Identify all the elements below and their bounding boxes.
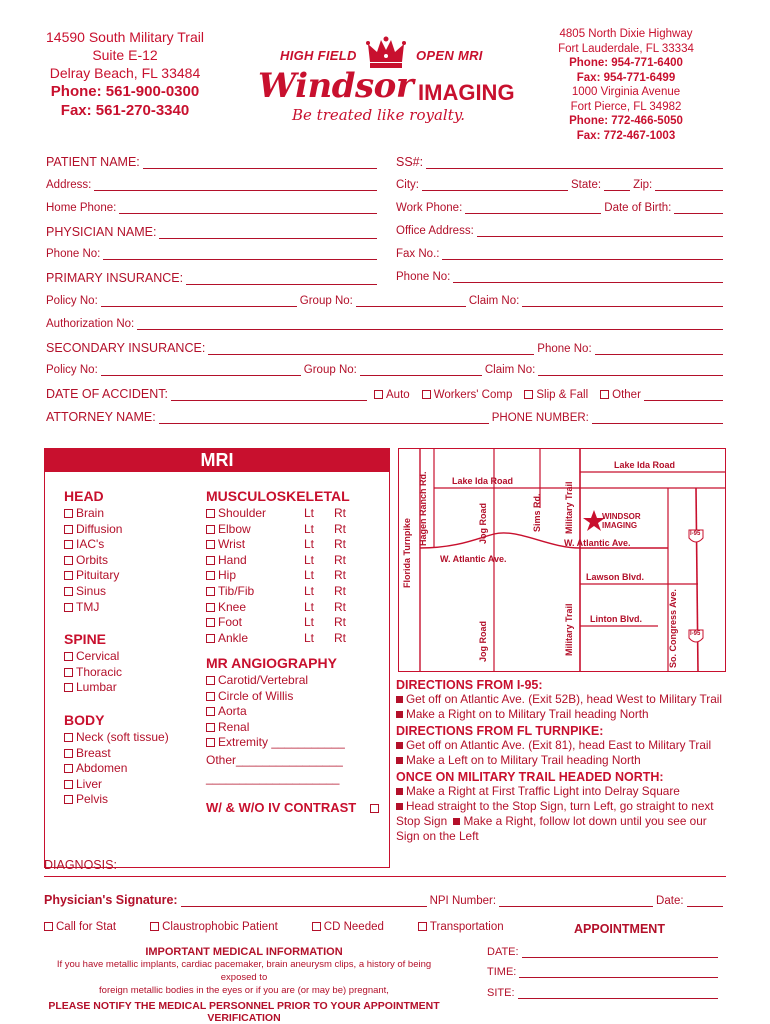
state-field[interactable] bbox=[604, 179, 630, 191]
claim-no-label: Claim No: bbox=[468, 295, 520, 307]
directions-turnpike-title: DIRECTIONS FROM FL TURNPIKE: bbox=[396, 724, 604, 738]
fax-no-row bbox=[396, 248, 726, 260]
secondary-insurance-label: SECONDARY INSURANCE: bbox=[46, 341, 206, 355]
right-fax2: Fax: 772-467-1003 bbox=[576, 129, 676, 142]
contrast-checkbox[interactable] bbox=[370, 804, 379, 813]
secondary-insurance-row bbox=[46, 341, 726, 355]
msk-item-tibfib[interactable]: Tib/Fib bbox=[206, 584, 356, 600]
policy-no-label: Policy No: bbox=[46, 295, 98, 307]
map-label-sims: Sims Rd. bbox=[532, 493, 542, 532]
appt-time-field[interactable] bbox=[519, 966, 718, 978]
directions-military-step2: Head straight to the Stop Sign, turn Left, go straight to next bbox=[406, 799, 714, 813]
directions-i95-step2: Make a Right on to Military Trail heading North bbox=[406, 707, 649, 721]
appt-date-field[interactable] bbox=[522, 946, 718, 958]
policy-no2-field[interactable] bbox=[101, 364, 301, 376]
claim-no2-field[interactable] bbox=[538, 364, 723, 376]
physician-signature-field[interactable] bbox=[181, 895, 427, 907]
claim-no-field[interactable] bbox=[522, 295, 723, 307]
right-address2: 1000 Virginia Avenue bbox=[571, 86, 681, 98]
spine-list bbox=[64, 649, 122, 696]
date-label: Date: bbox=[656, 895, 684, 907]
policy-no-field[interactable] bbox=[101, 295, 297, 307]
right-city1: Fort Lauderdale, FL 33334 bbox=[558, 42, 694, 55]
directions-turnpike-step2: Make a Left on to Military Trail heading North bbox=[406, 753, 641, 767]
lt-label[interactable]: Lt bbox=[304, 615, 315, 630]
address-label: Address: bbox=[46, 179, 92, 191]
other-checkbox[interactable] bbox=[600, 390, 609, 399]
primary-insurance-field[interactable] bbox=[186, 273, 377, 285]
important-line1: If you have metallic implants, cardiac pacemaker, brain aneurysm clips, a history of being exposed to bbox=[56, 959, 432, 983]
auto-checkbox[interactable] bbox=[374, 390, 383, 399]
work-phone-label: Work Phone: bbox=[396, 202, 463, 214]
city-state-zip-row bbox=[396, 179, 726, 191]
group-no-label: Group No: bbox=[299, 295, 353, 307]
home-phone-field[interactable] bbox=[119, 202, 377, 214]
home-phone-label: Home Phone: bbox=[46, 202, 117, 214]
angiography-title: MR ANGIOGRAPHY bbox=[206, 655, 337, 671]
phone-no-field[interactable] bbox=[103, 248, 377, 260]
rt-label[interactable]: Rt bbox=[334, 521, 346, 536]
group-no2-label: Group No: bbox=[303, 364, 357, 376]
musculoskeletal-title: MUSCULOSKELETAL bbox=[206, 488, 350, 504]
directions-turnpike-step1: Get off on Atlantic Ave. (Exit 81), head East to Military Trail bbox=[406, 738, 712, 752]
slip-fall-checkbox[interactable] bbox=[524, 390, 533, 399]
call-for-stat-checkbox[interactable] bbox=[44, 922, 53, 931]
spine-title: SPINE bbox=[64, 631, 107, 647]
angio-item-aorta[interactable]: Aorta bbox=[206, 704, 345, 720]
secondary-insurance-field[interactable] bbox=[208, 343, 534, 355]
physician-name-label: PHYSICIAN NAME: bbox=[46, 225, 157, 239]
map-label-lake-ida: Lake Ida Road bbox=[452, 476, 514, 486]
fax-no-label: Fax No.: bbox=[396, 248, 440, 260]
angio-item-carotid[interactable]: Carotid/Vertebral bbox=[206, 673, 345, 689]
map-label-military-2: Military Trail bbox=[564, 603, 574, 656]
date-field[interactable] bbox=[687, 895, 723, 907]
office-address-label: Office Address: bbox=[396, 225, 474, 237]
important-title: IMPORTANT MEDICAL INFORMATION bbox=[145, 946, 343, 958]
head-item-pituitary[interactable]: Pituitary bbox=[64, 568, 122, 584]
rt-label[interactable]: Rt bbox=[334, 537, 346, 552]
claustrophobic-label: Claustrophobic Patient bbox=[162, 921, 278, 933]
zip-field[interactable] bbox=[655, 179, 723, 191]
other-field[interactable] bbox=[644, 389, 723, 401]
lt-column bbox=[304, 506, 314, 646]
rt-label[interactable]: Rt bbox=[334, 615, 346, 630]
cd-needed-label: CD Needed bbox=[323, 921, 384, 933]
patient-name-label: PATIENT NAME: bbox=[46, 155, 140, 169]
important-line2: foreign metallic bodies in the eyes or if you are (or may be) pregnant, bbox=[99, 985, 389, 996]
group-no2-field[interactable] bbox=[360, 364, 482, 376]
work-phone-row bbox=[396, 202, 726, 214]
directions-military-step3: Make a Right, follow lot down until you see our bbox=[463, 814, 707, 828]
transportation-checkbox[interactable] bbox=[418, 922, 427, 931]
head-item-tmj[interactable]: TMJ bbox=[64, 600, 122, 616]
office-address-row bbox=[396, 225, 726, 237]
right-phone2: Phone: 772-466-5050 bbox=[569, 115, 683, 127]
head-item-sinus[interactable]: Sinus bbox=[64, 584, 122, 600]
right-fax1: Fax: 954-771-6499 bbox=[576, 71, 676, 84]
phone-no3-field[interactable] bbox=[595, 343, 723, 355]
spine-item-lumbar[interactable]: Lumbar bbox=[64, 680, 122, 696]
policy2-row bbox=[46, 364, 726, 376]
angiography-list bbox=[206, 673, 345, 786]
map-label-atlantic: W. Atlantic Ave. bbox=[564, 538, 631, 548]
npi-label: NPI Number: bbox=[429, 895, 497, 907]
right-phone1: Phone: 954-771-6400 bbox=[569, 57, 683, 69]
spine-item-cervical[interactable]: Cervical bbox=[64, 649, 122, 665]
address-field[interactable] bbox=[94, 179, 377, 191]
lt-label[interactable]: Lt bbox=[304, 599, 315, 614]
body-item-breast[interactable]: Breast bbox=[64, 746, 169, 762]
map-label-hagen: Hagen Ranch Rd. bbox=[418, 471, 428, 546]
msk-item-ankle[interactable]: Ankle bbox=[206, 631, 356, 647]
ssn-label: SS#: bbox=[396, 155, 424, 169]
head-title: HEAD bbox=[64, 488, 104, 504]
map-label-windsor: WINDSOR IMAGING bbox=[602, 512, 641, 530]
appt-site-field[interactable] bbox=[518, 987, 718, 999]
other-label: Other bbox=[612, 389, 641, 401]
rt-label[interactable]: Rt bbox=[334, 630, 346, 645]
map-label-military: Military Trail bbox=[564, 481, 574, 534]
angio-item-extremity[interactable]: Extremity ___________ bbox=[206, 735, 345, 751]
rt-column bbox=[334, 506, 346, 646]
head-item-diffusion[interactable]: Diffusion bbox=[64, 522, 122, 538]
left-city: Delray Beach, FL 33484 bbox=[49, 65, 201, 81]
appointment-label: APPOINTMENT bbox=[574, 922, 665, 936]
body-list bbox=[64, 730, 169, 808]
head-item-iacs[interactable]: IAC's bbox=[64, 537, 122, 553]
contrast-row bbox=[206, 800, 382, 815]
directions-block bbox=[396, 678, 726, 844]
address-row bbox=[46, 179, 380, 191]
zip-label: Zip: bbox=[633, 179, 653, 191]
directions-i95-step1: Get off on Atlantic Ave. (Exit 52B), head West to Military Trail bbox=[406, 692, 723, 706]
appt-date-row bbox=[487, 946, 721, 958]
auto-label: Auto bbox=[386, 389, 410, 401]
diagnosis-line[interactable] bbox=[44, 876, 726, 877]
phone-no2-label: Phone No: bbox=[396, 271, 451, 283]
lt-label[interactable]: Lt bbox=[304, 568, 315, 583]
contrast-label: W/ & W/O IV CONTRAST bbox=[206, 800, 357, 815]
right-address1: 4805 North Dixie Highway bbox=[559, 28, 693, 40]
policy-row bbox=[46, 295, 726, 307]
primary-insurance-row bbox=[46, 271, 380, 285]
rt-label[interactable]: Rt bbox=[334, 599, 346, 614]
msk-item-foot[interactable]: Foot bbox=[206, 615, 356, 631]
map-label-i95-2: I-95 bbox=[690, 631, 701, 637]
signature-row bbox=[44, 893, 726, 907]
npi-field[interactable] bbox=[499, 895, 653, 907]
left-office-address bbox=[20, 28, 230, 120]
logo-windsor: Windsor bbox=[258, 66, 414, 106]
authorization-no-field[interactable] bbox=[137, 318, 723, 330]
authorization-row bbox=[46, 318, 726, 330]
rt-label[interactable]: Rt bbox=[334, 506, 346, 520]
physician-name-row bbox=[46, 225, 380, 239]
primary-insurance-label: PRIMARY INSURANCE: bbox=[46, 271, 184, 285]
physician-name-field[interactable] bbox=[159, 227, 377, 239]
map-label-atlantic-2: W. Atlantic Ave. bbox=[440, 554, 507, 564]
head-item-orbits[interactable]: Orbits bbox=[64, 553, 122, 569]
angio-blank-field[interactable]: ____________________ bbox=[206, 770, 340, 785]
head-item-brain[interactable]: Brain bbox=[64, 506, 122, 522]
rt-label[interactable]: Rt bbox=[334, 568, 346, 583]
home-phone-row bbox=[46, 202, 380, 214]
right-city2: Fort Pierce, FL 34982 bbox=[570, 100, 682, 113]
phone-no-label: Phone No: bbox=[46, 248, 101, 260]
body-item-liver[interactable]: Liver bbox=[64, 777, 169, 793]
msk-item-wrist[interactable]: Wrist bbox=[206, 537, 356, 553]
map-label-jog-2: Jog Road bbox=[478, 620, 488, 662]
date-of-accident-field[interactable] bbox=[171, 389, 367, 401]
cd-needed-checkbox[interactable] bbox=[312, 922, 321, 931]
attorney-row bbox=[46, 410, 726, 424]
mri-title: MRI bbox=[44, 448, 390, 472]
appt-time-label: TIME: bbox=[487, 966, 517, 978]
body-item-abdomen[interactable]: Abdomen bbox=[64, 761, 169, 777]
directions-military-step1: Make a Right at First Traffic Light into Delray Square bbox=[406, 784, 680, 798]
state-label: State: bbox=[571, 179, 602, 191]
right-office-addresses bbox=[526, 27, 726, 143]
crown-icon bbox=[366, 36, 406, 70]
patient-name-row bbox=[46, 155, 380, 169]
physician-signature-label: Physician's Signature: bbox=[44, 893, 178, 907]
lt-label[interactable]: Lt bbox=[304, 521, 315, 536]
map-label-lake-ida-2: Lake Ida Road bbox=[614, 460, 676, 470]
appt-site-label: SITE: bbox=[487, 987, 515, 999]
claim-no2-label: Claim No: bbox=[484, 364, 536, 376]
map-label-jog: Jog Road bbox=[478, 502, 488, 544]
phone-number-label: PHONE NUMBER: bbox=[491, 412, 589, 424]
important-line3: PLEASE NOTIFY THE MEDICAL PERSONNEL PRIOR TO YOUR APPOINTMENT VERIFICATION bbox=[48, 1000, 440, 1024]
msk-item-elbow[interactable]: Elbow bbox=[206, 522, 356, 538]
angio-item-circle[interactable]: Circle of Willis bbox=[206, 689, 345, 705]
city-label: City: bbox=[396, 179, 419, 191]
msk-item-hip[interactable]: Hip bbox=[206, 568, 356, 584]
left-phone: Phone: 561-900-0300 bbox=[50, 83, 200, 100]
phone-no-row bbox=[46, 248, 380, 260]
accident-row bbox=[46, 387, 726, 401]
msk-item-knee[interactable]: Knee bbox=[206, 600, 356, 616]
workers-comp-checkbox[interactable] bbox=[422, 390, 431, 399]
directions-i95-title: DIRECTIONS FROM I-95: bbox=[396, 678, 543, 692]
attorney-name-label: ATTORNEY NAME: bbox=[46, 410, 156, 424]
directions-military-step3b: Sign on the Left bbox=[396, 829, 479, 843]
directions-military-title: ONCE ON MILITARY TRAIL HEADED NORTH: bbox=[396, 770, 664, 784]
map-label-i95: I-95 bbox=[690, 531, 701, 537]
msk-item-shoulder[interactable]: Shoulder bbox=[206, 506, 356, 522]
left-address-line1: 14590 South Military Trail bbox=[46, 29, 204, 45]
map-label-congress: So. Congress Ave. bbox=[668, 589, 678, 668]
date-of-accident-label: DATE OF ACCIDENT: bbox=[46, 387, 169, 401]
workers-comp-label: Workers' Comp bbox=[433, 389, 513, 401]
appt-site-row bbox=[487, 987, 721, 999]
body-title: BODY bbox=[64, 712, 105, 728]
options-row bbox=[44, 921, 504, 933]
phone-no3-label: Phone No: bbox=[537, 343, 592, 355]
lt-label[interactable]: Lt bbox=[304, 552, 315, 567]
slip-fall-label: Slip & Fall bbox=[536, 389, 589, 401]
rt-label[interactable]: Rt bbox=[334, 552, 346, 567]
logo-tagline: Be treated like royalty. bbox=[292, 106, 465, 124]
dob-label: Date of Birth: bbox=[604, 202, 672, 214]
city-field[interactable] bbox=[422, 179, 568, 191]
important-info bbox=[44, 946, 444, 1024]
phone-number-field[interactable] bbox=[592, 412, 723, 424]
phone-no2-row bbox=[396, 271, 726, 283]
call-for-stat-label: Call for Stat bbox=[56, 921, 117, 933]
body-item-neck[interactable]: Neck (soft tissue) bbox=[64, 730, 169, 746]
logo-high-field: HIGH FIELD bbox=[280, 48, 357, 63]
fax-no-field[interactable] bbox=[442, 248, 723, 260]
diagnosis-label: DIAGNOSIS: bbox=[44, 858, 117, 872]
rt-label[interactable]: Rt bbox=[334, 583, 346, 598]
office-address-field[interactable] bbox=[477, 225, 723, 237]
work-phone-field[interactable] bbox=[465, 202, 601, 214]
map-label-turnpike: Florida Turnpike bbox=[402, 518, 412, 588]
left-address-line2: Suite E-12 bbox=[92, 47, 158, 63]
logo-open-mri: OPEN MRI bbox=[416, 48, 483, 63]
lt-label[interactable]: Lt bbox=[304, 630, 315, 645]
claustrophobic-checkbox[interactable] bbox=[150, 922, 159, 931]
angio-item-renal[interactable]: Renal bbox=[206, 720, 345, 736]
appt-date-label: DATE: bbox=[487, 946, 519, 958]
logo-imaging: IMAGING bbox=[418, 80, 515, 105]
map-label-linton: Linton Blvd. bbox=[590, 614, 642, 624]
ssn-field[interactable] bbox=[426, 157, 723, 169]
authorization-no-label: Authorization No: bbox=[46, 318, 135, 330]
left-fax: Fax: 561-270-3340 bbox=[60, 102, 190, 119]
policy-no2-label: Policy No: bbox=[46, 364, 98, 376]
msk-item-hand[interactable]: Hand bbox=[206, 553, 356, 569]
body-item-pelvis[interactable]: Pelvis bbox=[64, 792, 169, 808]
appt-time-row bbox=[487, 966, 721, 978]
spine-item-thoracic[interactable]: Thoracic bbox=[64, 665, 122, 681]
head-list bbox=[64, 506, 122, 615]
ssn-row bbox=[396, 155, 726, 169]
angio-other-field[interactable]: Other________________ bbox=[206, 752, 343, 767]
lt-label[interactable]: Lt bbox=[304, 506, 315, 520]
dob-field[interactable] bbox=[674, 202, 723, 214]
lt-label[interactable]: Lt bbox=[304, 583, 315, 598]
phone-no2-field[interactable] bbox=[453, 271, 723, 283]
directions-military-step2b: Stop Sign bbox=[396, 814, 448, 828]
attorney-name-field[interactable] bbox=[159, 412, 489, 424]
group-no-field[interactable] bbox=[356, 295, 466, 307]
map-label-lawson: Lawson Blvd. bbox=[586, 572, 645, 582]
transportation-label: Transportation bbox=[429, 921, 504, 933]
patient-name-field[interactable] bbox=[143, 157, 377, 169]
lt-label[interactable]: Lt bbox=[304, 537, 315, 552]
